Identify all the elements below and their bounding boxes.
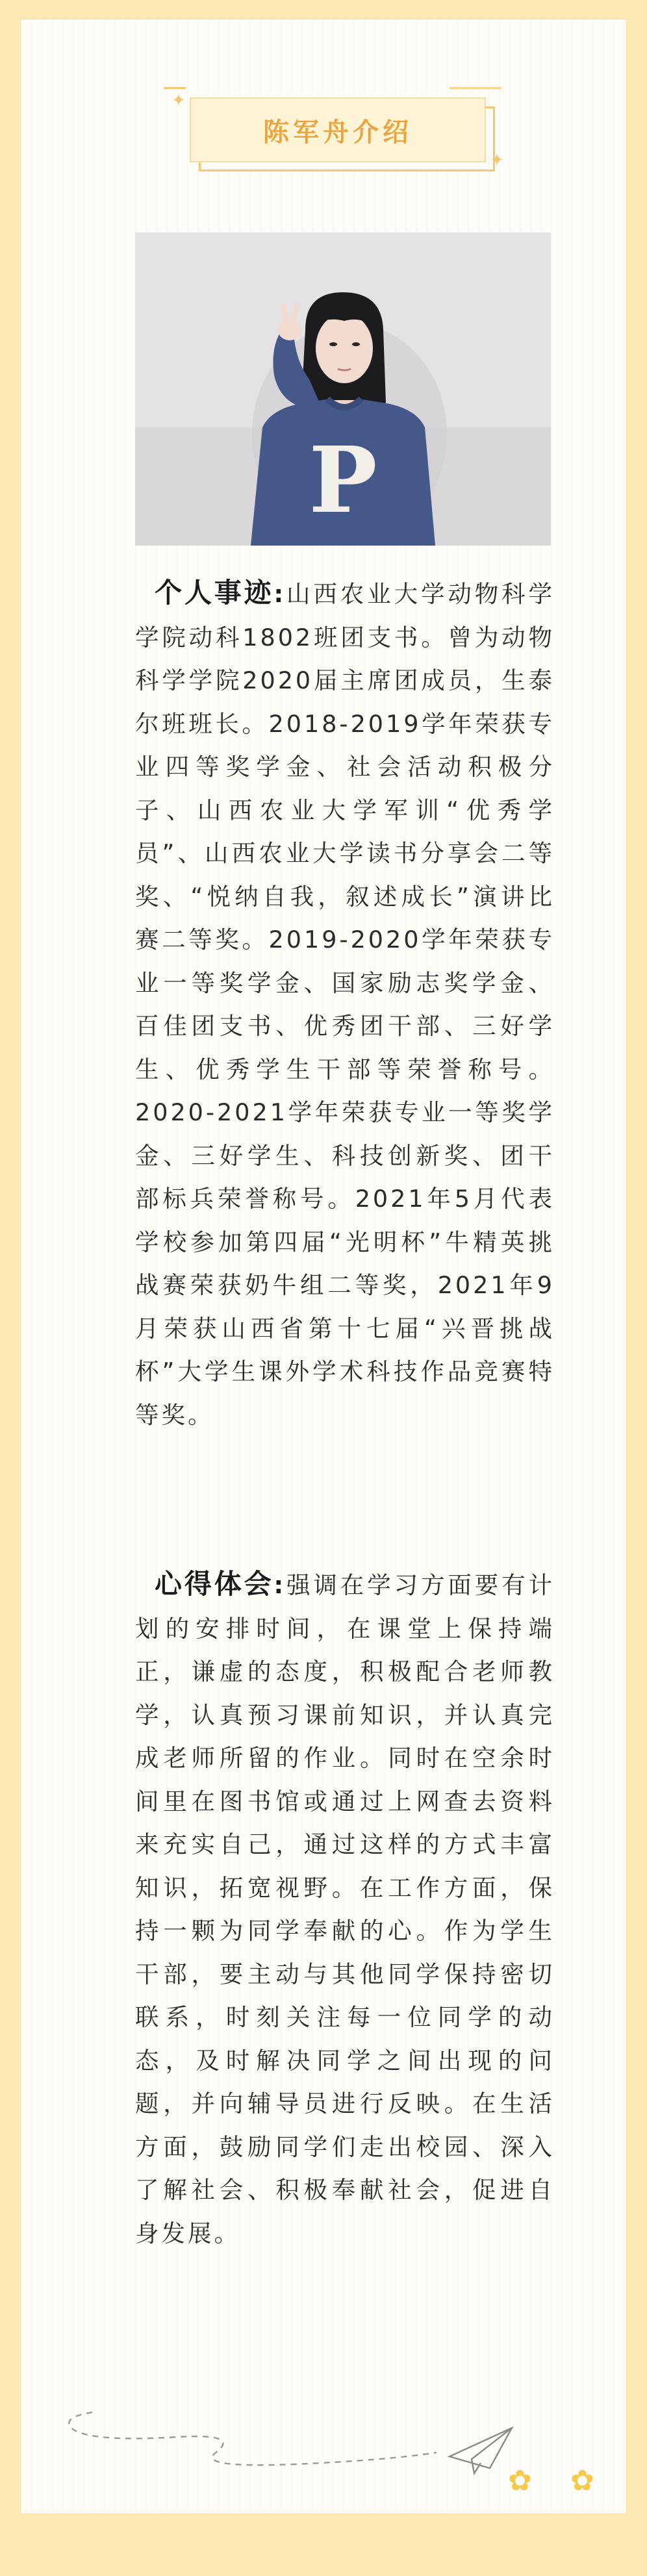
section-body: 强调在学习方面要有计划的安排时间，在课堂上保持端正，谦虚的态度，积极配合老师教学，认真预习课前知识，并认真完成老师所留的作业。同时在空余时间里在图书馆或通过上网查去资料来充实自己，通过这样的方式丰富知识，拓宽视野。在工作方面，保持一颗为同学奉献的心。作为学生干部，要主动与其他同学保持密切联系，时刻关注每一位同学的动态，及时解决同学之间出现的问题，并向辅导员进行反映。在生活方面，鼓励同学们走出校园、深入了解社会、积极奉献社会，促进自身发展。 [135,1571,555,2247]
flower-icon: ✿ [508,2464,532,2497]
portrait-photo [135,233,551,546]
title-banner [171,91,504,175]
paper-plane-trail [21,2397,626,2514]
section-reflections [135,1563,555,2255]
section-heading: 个人事迹 [155,577,274,609]
page-title: 陈军舟介绍 [263,117,412,147]
title-box [190,97,486,162]
flower-icon: ✿ [570,2464,594,2497]
sweater-letter: P [309,427,377,534]
portrait-illustration [135,233,551,546]
content-frame [21,19,626,2514]
section-personal-achievements [135,572,555,1437]
sparkle-icon: ✦ [171,91,186,110]
ornament-line [164,87,186,89]
sparkle-icon: ✦ [490,151,504,170]
ornament-line [450,87,501,89]
paper-plane-icon [450,2428,512,2473]
heading-colon: : [273,580,286,608]
section-body: 山西农业大学动物科学学院动科1802班团支书。曾为动物科学学院2020届主席团成员，生泰尔班班长。2018-2019学年荣获专业四等奖学金、社会活动积极分子、山西农业大学军训“优秀学员”、山西农业大学读书分享会二等奖、“悦纳自我，叙述成长”演讲比赛二等奖。2019-2020学年荣获专业一等奖学金、国家励志奖学金、百佳团支书、优秀团干部、三好学生、优秀学生干部等荣誉称号。2020-2021学年荣获专业一等奖学金、三好学生、科技创新奖、团干部标兵荣誉称号。2021年5月代表学校参加第四届“光明杯”牛精英挑战赛荣获奶牛组二等奖，2021年9月荣获山西省第十七届“兴晋挑战杯”大学生课外学术科技作品竞赛特等奖。 [135,580,555,1429]
section-heading: 心得体会 [155,1568,274,1600]
footer-decoration [21,2397,626,2514]
heading-colon: : [273,1571,286,1599]
